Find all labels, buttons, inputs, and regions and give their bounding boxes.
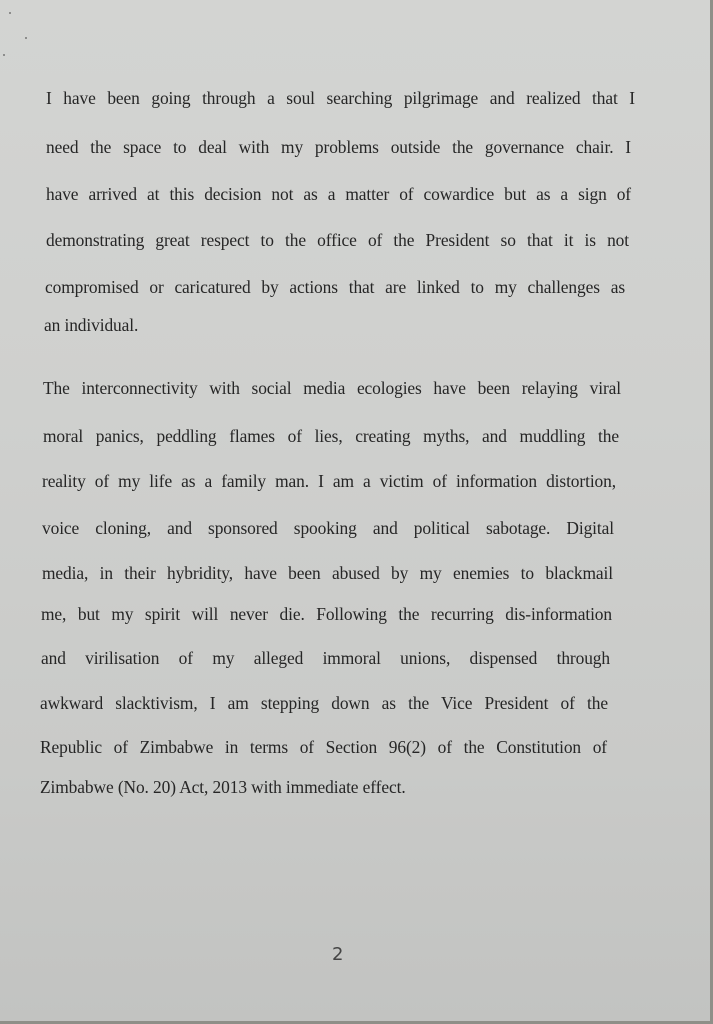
text-line: The interconnectivity with social media ecologies have been relaying viral: [43, 378, 621, 398]
page-number: 2: [332, 944, 344, 965]
speck: [25, 37, 27, 39]
text-line: moral panics, peddling flames of lies, creating myths, and muddling the: [43, 426, 619, 446]
text-line: reality of my life as a family man. I am a victim of information distortion,: [42, 471, 616, 491]
text-line: voice cloning, and sponsored spooking and political sabotage. Digital: [42, 518, 614, 538]
speck: [9, 12, 11, 14]
text-line: Republic of Zimbabwe in terms of Section 96(2) of the Constitution of: [40, 737, 607, 757]
text-line: need the space to deal with my problems outside the governance chair. I: [46, 137, 631, 157]
text-line: an individual.: [44, 315, 139, 335]
text-line: Zimbabwe (No. 20) Act, 2013 with immediate effect.: [40, 777, 406, 797]
text-line: me, but my spirit will never die. Following the recurring dis-information: [41, 604, 612, 624]
speck: [3, 54, 5, 56]
text-line: demonstrating great respect to the office of the President so that it is not: [46, 230, 629, 250]
text-line: media, in their hybridity, have been abused by my enemies to blackmail: [42, 563, 613, 583]
text-line: have arrived at this decision not as a matter of cowardice but as a sign of: [46, 184, 631, 204]
text-line: awkward slacktivism, I am stepping down as the Vice President of the: [40, 693, 608, 713]
text-line: and virilisation of my alleged immoral unions, dispensed through: [41, 648, 610, 668]
text-line: compromised or caricatured by actions that are linked to my challenges as: [45, 277, 625, 297]
text-line: I have been going through a soul searching pilgrimage and realized that I: [46, 88, 635, 108]
